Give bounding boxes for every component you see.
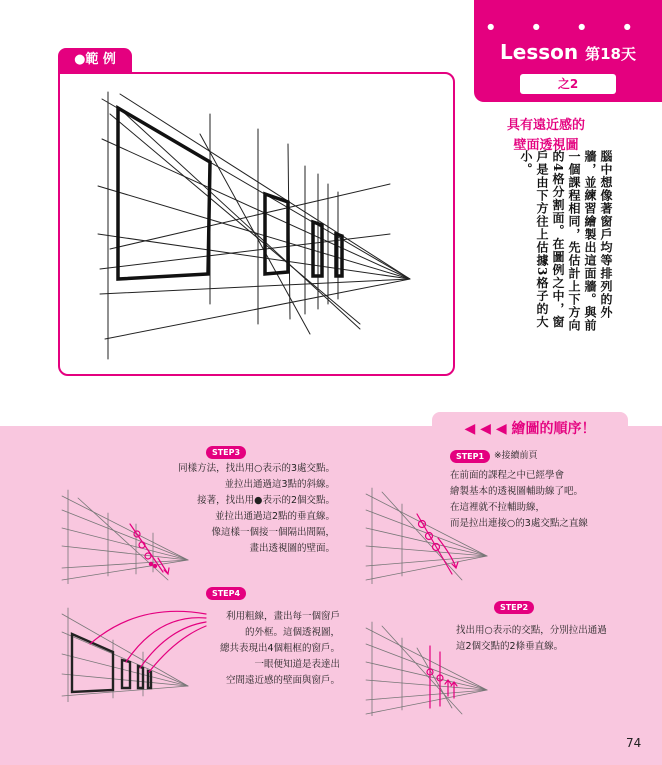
step1-line-3: 在這裡就不拉輔助線， xyxy=(450,502,546,513)
step3-label: STEP3 xyxy=(206,446,246,459)
lesson-title-prefix: Lesson xyxy=(500,40,579,64)
step4-line-3: 總共表現出4個粗框的窗戶。 xyxy=(219,643,340,654)
step4-line-2: 的外框。這個透視圖， xyxy=(244,627,340,638)
step4-line-1: 利用粗線，畫出每一個窗戶 xyxy=(225,611,340,622)
step3-diagram xyxy=(58,488,200,584)
step2-line-1: 找出用○表示的交點，分別拉出通過 xyxy=(456,625,607,636)
step1-line-1: 在前面的課程之中已經學會 xyxy=(450,470,565,481)
lesson-dots: ● ● ● ● xyxy=(487,22,649,31)
step3-line-5: 像這樣一個接一個隔出間隔， xyxy=(211,527,335,538)
step3-line-3: 接著，找出用●表示的2個交點。 xyxy=(197,495,335,506)
step1-line-2: 繪製基本的透視圖輔助線了吧。 xyxy=(450,486,584,497)
step2-diagram xyxy=(362,618,504,716)
example-label: ●範 例 xyxy=(58,48,132,72)
step4-diagram xyxy=(58,604,208,702)
heading-line-2: 壁面透視圖 xyxy=(513,138,579,153)
step2-line-2: 這2個交點的2條垂直線。 xyxy=(456,641,564,652)
step1-diagram xyxy=(362,484,502,584)
order-title: ◀ ◀ ◀ 繪圖的順序！ xyxy=(464,421,596,437)
lesson-title xyxy=(474,40,662,64)
heading-line-1: 具有遠近感的 xyxy=(506,118,585,133)
step2-label: STEP2 xyxy=(494,601,534,614)
step4-label: STEP4 xyxy=(206,587,246,600)
step3-line-1: 同樣方法，找出用○表示的3處交點。 xyxy=(178,463,335,474)
step1-line-4: 而是拉出連接○的3處交點之直線 xyxy=(450,518,588,529)
step3-line-4: 並拉出通過這2點的垂直線。 xyxy=(214,511,335,522)
step1-note: ※接續前頁 xyxy=(494,451,538,461)
step4-line-4: 一眼便知道是表達出 xyxy=(254,659,340,670)
lesson-title-day: 第18天 xyxy=(585,45,636,63)
description-vertical-text: 腦中想像著窗戶均等排列的外牆，並練習繪製出這面牆。與前一個課程相同，先估計上下方向的4格分割面。在圖例之中，窗戶是由下方往上估據3格子的大小。 xyxy=(519,150,613,332)
page-number: 74 xyxy=(626,736,642,750)
step3-line-6: 畫出透視圖的壁面。 xyxy=(249,543,335,554)
example-perspective-drawing xyxy=(60,74,453,374)
step1-label: STEP1 xyxy=(450,450,490,463)
step3-line-2: 並拉出通過這3點的斜線。 xyxy=(224,479,335,490)
lesson-subtitle: 之2 xyxy=(520,74,616,94)
step4-line-5: 空間遠近感的壁面與窗戶。 xyxy=(225,675,340,686)
